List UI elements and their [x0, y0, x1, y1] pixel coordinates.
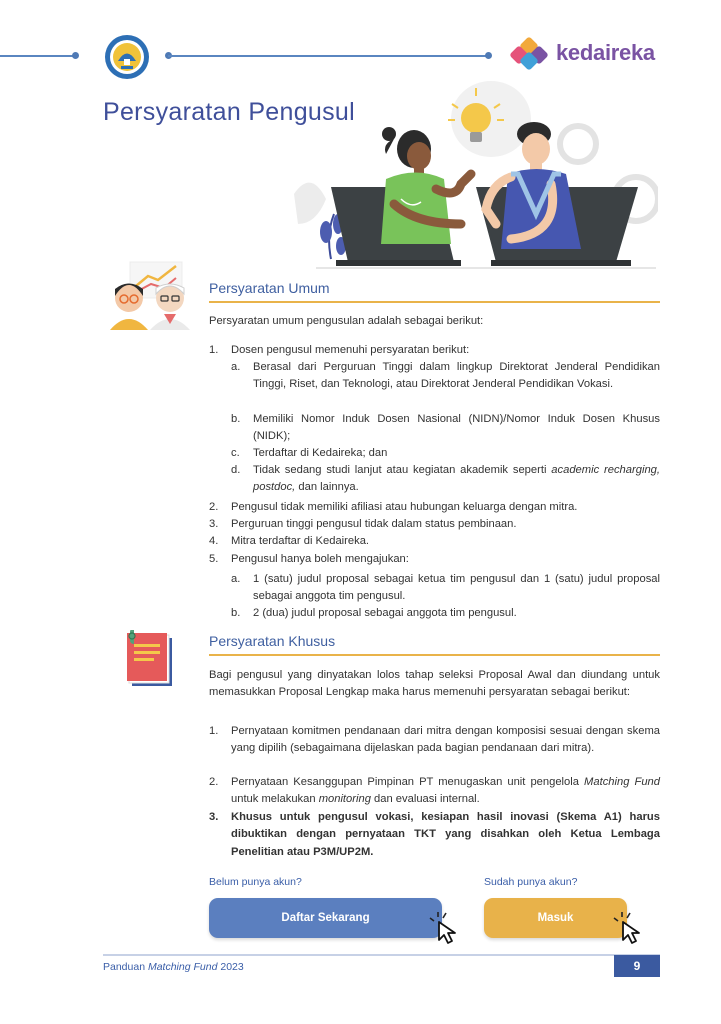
document-book-icon: [124, 630, 176, 688]
list-number: 1.: [209, 725, 219, 737]
cursor-click-icon: [428, 910, 462, 946]
register-button[interactable]: [209, 898, 442, 938]
list-item: 2 (dua) judul proposal sebagai anggota tim pengusul.: [253, 607, 517, 619]
ministry-logo-icon: [104, 34, 150, 80]
list-number: b.: [231, 607, 241, 619]
text-run: Pernyataan Kesanggupan Pimpinan PT menugaskan unit pengelola: [231, 776, 585, 788]
list-item: Pengusul hanya boleh mengajukan:: [231, 553, 409, 565]
login-button-label: Masuk: [537, 912, 574, 924]
list-item: Dosen pengusul memenuhi persyaratan berikut:: [231, 344, 470, 356]
students-illustration: [106, 256, 196, 330]
text-run-italic: academic recharging, postdoc,: [253, 464, 660, 494]
login-button[interactable]: [484, 898, 627, 938]
list-number: d.: [231, 464, 241, 476]
list-item: Pengusul tidak memiliki afiliasi atau hubungan keluarga dengan mitra.: [231, 501, 578, 513]
text-run-italic: monitoring: [318, 793, 371, 806]
page-title: Persyaratan Pengusul: [103, 98, 355, 126]
list-number: 3.: [209, 811, 219, 823]
list-item: Pernyataan komitmen pendanaan dari mitra dengan komposisi sesuai dengan skema yang dipilih (sebagaimana dijelaskan pada bagian pendanaan dari mitra).: [231, 725, 660, 755]
list-number: 4.: [209, 535, 219, 547]
list-number: a.: [231, 361, 241, 373]
list-item: [231, 774, 660, 809]
text-run: 2023: [217, 961, 244, 973]
register-button-label: Daftar Sekarang: [281, 912, 370, 924]
list-item: Mitra terdaftar di Kedaireka.: [231, 535, 370, 547]
text-run: dan evaluasi internal.: [370, 793, 480, 806]
page-number: 9: [614, 955, 660, 977]
brand-name: kedaireka: [556, 40, 655, 65]
list-number: 5.: [209, 553, 219, 565]
list-item: Berasal dari Perguruan Tinggi dalam lingkup Direktorat Jenderal Pendidikan Tinggi, Riset, dan Teknologi, atau Direktorat Jenderal Pendidikan Vokasi.: [253, 361, 660, 391]
text-run-italic: Matching Fund: [147, 961, 218, 973]
list-item: Terdaftar di Kedaireka; dan: [253, 447, 388, 459]
list-number: c.: [231, 447, 240, 459]
list-item: Khusus untuk pengusul vokasi, kesiapan hasil inovasi (Skema A1) harus dibuktikan dengan pernyataan TKT yang disahkan oleh Ketua Lembaga Penelitian atau P3M/UP2M.: [231, 811, 660, 858]
khusus-intro: Bagi pengusul yang dinyatakan lolos tahap seleksi Proposal Awal dan diundang untuk memasukkan Proposal Lengkap maka harus memenuhi persyaratan sebagai berikut:: [209, 669, 660, 699]
text-run: Tidak sedang studi lanjut atau kegiatan akademik seperti: [253, 464, 552, 476]
text-run-italic: Matching Fund: [584, 776, 660, 788]
list-number: 2.: [209, 501, 219, 513]
header-line-left: [0, 55, 74, 57]
footer-title: [103, 961, 244, 973]
has-account-label: Sudah punya akun?: [484, 876, 578, 888]
section-divider: [209, 301, 660, 303]
section-heading-khusus: Persyaratan Khusus: [209, 633, 336, 649]
header-line-right: [168, 55, 488, 57]
header-dot: [485, 52, 492, 59]
list-number: a.: [231, 573, 241, 585]
section-divider: [209, 654, 660, 656]
woman-figure: [381, 127, 471, 244]
list-number: 2.: [209, 776, 219, 788]
text-run: dan lainnya.: [295, 481, 359, 494]
list-item: [253, 462, 660, 497]
umum-intro: Persyaratan umum pengusulan adalah sebagai berikut:: [209, 315, 484, 327]
list-item: 1 (satu) judul proposal sebagai ketua tim pengusul dan 1 (satu) judul proposal sebagai anggota tim pengusul.: [253, 573, 660, 603]
collaboration-illustration: [286, 74, 658, 270]
list-number: 3.: [209, 518, 219, 530]
text-run: untuk melakukan: [231, 793, 319, 806]
text-run: Panduan: [103, 961, 148, 973]
kedaireka-logo-icon: [510, 36, 552, 70]
list-number: b.: [231, 413, 241, 425]
list-item: Perguruan tinggi pengusul tidak dalam status pembinaan.: [231, 518, 517, 530]
header-dot: [72, 52, 79, 59]
footer-divider: [103, 954, 660, 956]
list-item: Memiliki Nomor Induk Dosen Nasional (NIDN)/Nomor Induk Dosen Khusus (NIDK);: [253, 413, 660, 443]
section-heading-umum: Persyaratan Umum: [209, 280, 330, 296]
list-number: 1.: [209, 344, 219, 356]
no-account-label: Belum punya akun?: [209, 876, 302, 888]
cursor-click-icon: [612, 910, 646, 946]
